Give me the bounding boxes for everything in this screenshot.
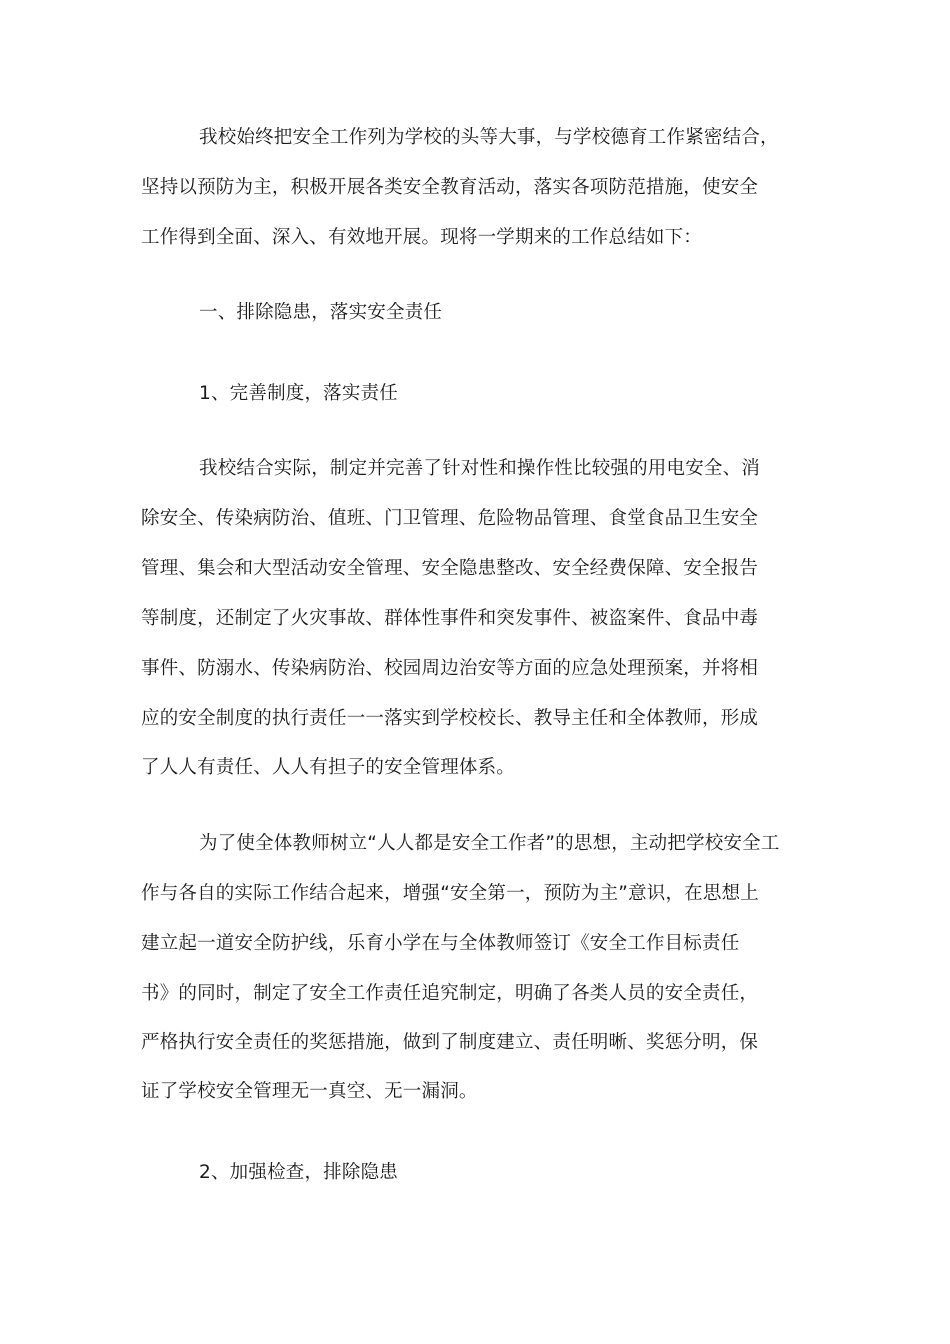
paragraph-3-line-6: 证了学校安全管理无一真空、无一漏洞。 [141, 1081, 478, 1102]
paragraph-3-line-5: 严格执行安全责任的奖惩措施，做到了制度建立、责任明晰、奖惩分明，保 [141, 1032, 759, 1053]
paragraph-2-line-4: 等制度，还制定了火灾事故、群体性事件和突发事件、被盗案件、食品中毒 [141, 608, 759, 629]
paragraph-1-line-1: 我校始终把安全工作列为学校的头等大事，与学校德育工作紧密结合， [199, 127, 779, 148]
subsection-heading-1: 1、完善制度，落实责任 [199, 383, 398, 404]
paragraph-2-line-6: 应的安全制度的执行责任一一落实到学校校长、教导主任和全体教师，形成 [141, 708, 759, 729]
paragraph-2-line-1: 我校结合实际，制定并完善了针对性和操作性比较强的用电安全、消 [199, 458, 761, 479]
paragraph-3-line-1: 为了使全体教师树立“人人都是安全工作者”的思想，主动把学校安全工 [199, 833, 780, 854]
paragraph-2-line-2: 除安全、传染病防治、值班、门卫管理、危险物品管理、食堂食品卫生安全 [141, 508, 759, 529]
subsection-heading-2: 2、加强检查，排除隐患 [199, 1162, 398, 1183]
paragraph-1-line-3: 工作得到全面、深入、有效地开展。现将一学期来的工作总结如下： [141, 227, 703, 248]
paragraph-3-line-4: 书》的同时，制定了安全工作责任追究制定，明确了各类人员的安全责任， [141, 983, 759, 1004]
paragraph-2-line-7: 了人人有责任、人人有担子的安全管理体系。 [141, 757, 516, 778]
paragraph-3-line-2: 作与各自的实际工作结合起来，增强“安全第一，预防为主”意识，在思想上 [141, 883, 759, 904]
paragraph-1-line-2: 坚持以预防为主，积极开展各类安全教育活动，落实各项防范措施，使安全 [141, 177, 759, 198]
paragraph-3-line-3: 建立起一道安全防护线，乐育小学在与全体教师签订《安全工作目标责任 [141, 933, 740, 954]
paragraph-2-line-3: 管理、集会和大型活动安全管理、安全隐患整改、安全经费保障、安全报告 [141, 558, 759, 579]
section-heading-1: 一、排除隐患，落实安全责任 [199, 302, 443, 323]
paragraph-2-line-5: 事件、防溺水、传染病防治、校园周边治安等方面的应急处理预案，并将相 [141, 658, 759, 679]
